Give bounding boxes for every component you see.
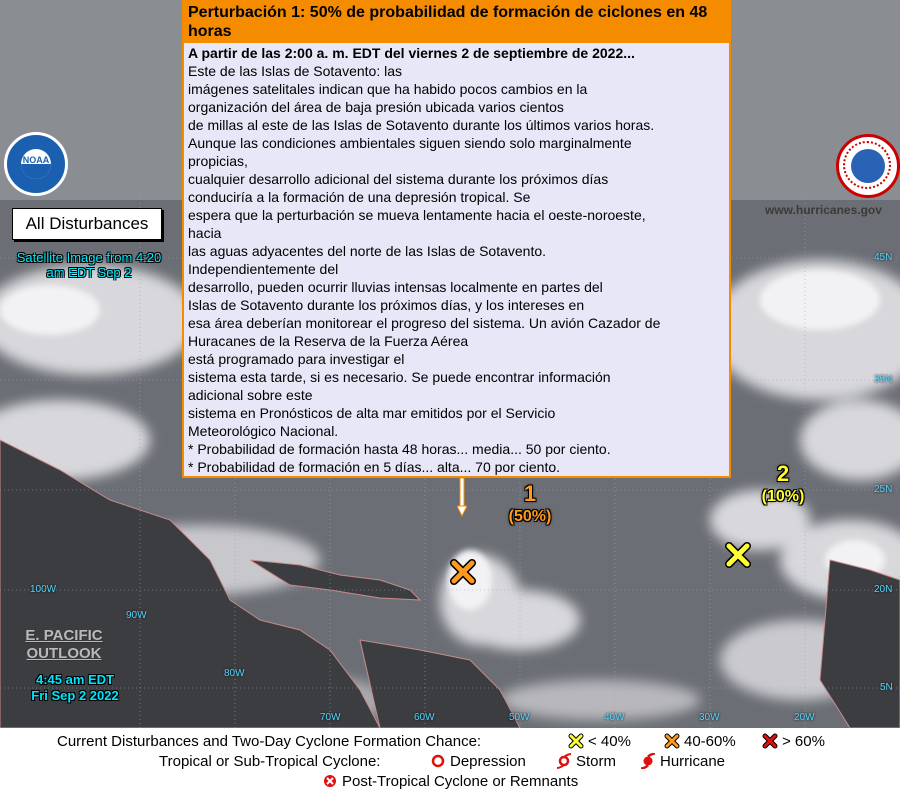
popup-text-line: sistema esta tarde, si es necesario. Se puede encontrar información bbox=[188, 369, 611, 385]
popup-text-line: adicional sobre este bbox=[188, 387, 313, 403]
x-red-icon bbox=[762, 733, 778, 749]
noaa-logo-wave bbox=[21, 164, 51, 179]
legend-cyclone-label: Tropical or Sub-Tropical Cyclone: bbox=[159, 752, 381, 770]
legend-medium-label: 40-60% bbox=[684, 732, 736, 750]
legend-depression-label: Depression bbox=[450, 752, 526, 770]
popup-text-line: organización del área de baja presión ubicada varios cientos bbox=[188, 99, 564, 115]
legend-high bbox=[762, 732, 825, 750]
nws-logo-inner bbox=[851, 149, 885, 183]
lon-label: 50W bbox=[509, 712, 530, 723]
hurricane-icon bbox=[640, 753, 656, 769]
popup-text bbox=[188, 62, 725, 476]
noaa-logo-icon[interactable] bbox=[4, 132, 68, 196]
popup-text-line: de millas al este de las Islas de Sotavento durante los últimos varios horas. bbox=[188, 117, 655, 133]
popup-text-line: imágenes satelitales indican que ha habido pocos cambios en la bbox=[188, 81, 588, 97]
lat-label: 45N bbox=[874, 252, 893, 263]
lat-label: 20N bbox=[874, 584, 893, 595]
legend-row-disturbances bbox=[57, 732, 481, 750]
popup-text-line: Aunque las condiciones ambientales siguen siendo solo marginalmente bbox=[188, 135, 632, 151]
legend-hurricane bbox=[640, 752, 725, 770]
popup-text-line: * Probabilidad de formación en 5 días... alta... 70 por ciento. bbox=[188, 459, 561, 475]
popup-text-line: propicias, bbox=[188, 153, 248, 169]
legend-low-label: < 40% bbox=[588, 732, 631, 750]
legend-high-label: > 60% bbox=[782, 732, 825, 750]
east-pacific-outlook-link[interactable] bbox=[24, 627, 104, 663]
lon-label: 90W bbox=[126, 610, 147, 621]
disturbance-1-chance[interactable]: (50%) bbox=[508, 508, 552, 525]
lon-label: 30W bbox=[699, 712, 720, 723]
lon-label: 80W bbox=[224, 668, 245, 679]
popup-text-line: desarrollo, pueden ocurrir lluvias intensas localmente en partes del bbox=[188, 279, 603, 295]
lon-label: 40W bbox=[604, 712, 625, 723]
legend-post-tropical bbox=[322, 772, 578, 790]
legend-storm bbox=[556, 752, 616, 770]
epac-line1: E. PACIFIC bbox=[25, 627, 103, 644]
lat-label: 5N bbox=[880, 682, 893, 693]
depression-icon bbox=[430, 753, 446, 769]
popup-text-line: está programado para investigar el bbox=[188, 351, 405, 367]
lat-label: 35N bbox=[874, 374, 893, 385]
nws-logo-icon[interactable] bbox=[836, 134, 900, 198]
legend-low bbox=[568, 732, 631, 750]
legend-row-cyclones bbox=[159, 752, 380, 770]
popup-text-line: Huracanes de la Reserva de la Fuerza Aérea bbox=[188, 333, 469, 349]
disturbance-popup[interactable] bbox=[182, 0, 731, 478]
popup-text-line: cualquier desarrollo adicional del sistema durante los próximos días bbox=[188, 171, 609, 187]
disturbance-1-number[interactable]: 1 bbox=[523, 481, 537, 506]
x-yellow-icon bbox=[568, 733, 584, 749]
popup-text-line: esa área deberían monitorear el progreso del sistema. Un avión Cazador de bbox=[188, 315, 661, 331]
disturbance-2-x-icon[interactable] bbox=[725, 542, 751, 568]
popup-text-line: sistema en Pronósticos de alta mar emitidos por el Servicio bbox=[188, 405, 556, 421]
disturbance-2-number[interactable]: 2 bbox=[776, 461, 790, 486]
legend bbox=[0, 728, 900, 795]
x-orange-icon bbox=[664, 733, 680, 749]
issue-time-line1: 4:45 am EDT bbox=[35, 672, 115, 687]
issue-time-line2: Fri Sep 2 2022 bbox=[31, 688, 119, 703]
lat-label: 25N bbox=[874, 484, 893, 495]
legend-medium bbox=[664, 732, 736, 750]
lon-label: 60W bbox=[414, 712, 435, 723]
lon-label: 20W bbox=[794, 712, 815, 723]
legend-storm-label: Storm bbox=[576, 752, 617, 770]
issue-time-label bbox=[20, 672, 130, 704]
lon-label: 70W bbox=[320, 712, 341, 723]
website-watermark: www.hurricanes.gov bbox=[765, 203, 882, 217]
storm-icon bbox=[556, 753, 572, 769]
pointer-arrow-icon bbox=[457, 478, 467, 518]
popup-text-line: hacia bbox=[188, 225, 222, 241]
popup-text-line: las aguas adyacentes del norte de las Islas de Sotavento. bbox=[188, 243, 547, 259]
popup-text-line: Meteorológico Nacional. bbox=[188, 423, 339, 439]
legend-depression bbox=[430, 752, 526, 770]
post-tropical-icon bbox=[322, 773, 338, 789]
popup-text-line: * Probabilidad de formación hasta 48 horas... media... 50 por ciento. bbox=[188, 441, 611, 457]
popup-text-line: Este de las Islas de Sotavento: las bbox=[188, 63, 403, 79]
popup-title: Perturbación 1: 50% de probabilidad de formación de ciclones en 48 horas bbox=[184, 2, 729, 43]
popup-text-line: conduciría a la formación de una depresión tropical. Se bbox=[188, 189, 531, 205]
popup-issued-time: A partir de las 2:00 a. m. EDT del viernes 2 de septiembre de 2022... bbox=[188, 45, 635, 61]
all-disturbances-label: All Disturbances bbox=[12, 208, 162, 240]
popup-body bbox=[184, 43, 729, 476]
epac-line2: OUTLOOK bbox=[26, 645, 102, 662]
popup-text-line: Independientemente del bbox=[188, 261, 339, 277]
noaa-logo-text: NOAA bbox=[22, 155, 50, 165]
legend-disturbances-label: Current Disturbances and Two-Day Cyclone Formation Chance: bbox=[57, 732, 482, 750]
disturbance-2-chance[interactable]: (10%) bbox=[761, 488, 805, 505]
satellite-caption: Satellite Image from 4:20 am EDT Sep 2 bbox=[16, 250, 162, 280]
legend-hurricane-label: Hurricane bbox=[660, 752, 726, 770]
lon-label: 100W bbox=[30, 584, 57, 595]
disturbance-1-x-icon[interactable] bbox=[450, 559, 476, 585]
legend-post-tropical-label: Post-Tropical Cyclone or Remnants bbox=[342, 772, 579, 790]
popup-text-line: Islas de Sotavento durante los próximos días, y los intereses en bbox=[188, 297, 585, 313]
popup-text-line: espera que la perturbación se mueva lentamente hacia el oeste-noroeste, bbox=[188, 207, 646, 223]
